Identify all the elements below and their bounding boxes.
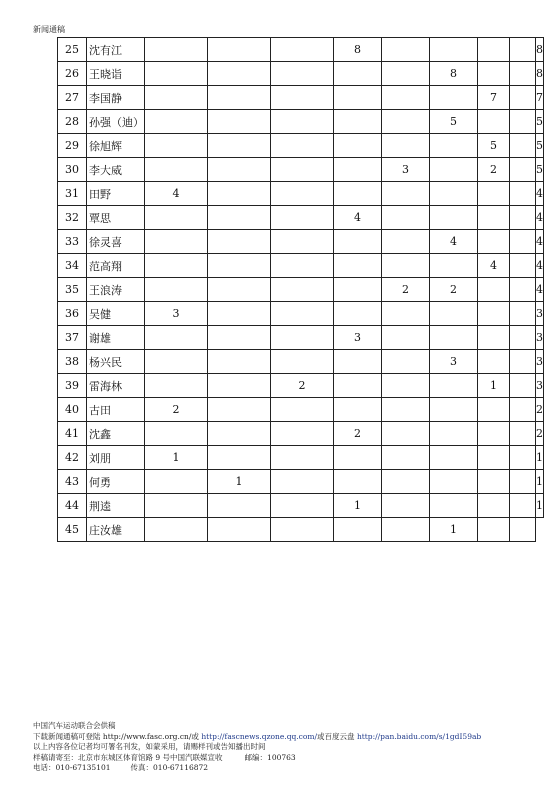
total-points-cell: 5 — [536, 134, 544, 158]
points-cell — [478, 350, 510, 374]
points-cell — [430, 422, 478, 446]
points-cell — [478, 446, 510, 470]
points-cell — [145, 38, 208, 62]
points-cell — [382, 446, 430, 470]
points-cell — [208, 278, 271, 302]
total-points-cell: 1 — [536, 446, 544, 470]
points-cell — [382, 230, 430, 254]
footer-download-line — [33, 732, 481, 743]
rank-cell: 45 — [58, 518, 87, 542]
points-cell — [145, 494, 208, 518]
table-row — [58, 182, 544, 206]
points-cell — [510, 182, 536, 206]
points-cell — [145, 350, 208, 374]
points-cell — [510, 470, 536, 494]
points-cell — [510, 62, 536, 86]
points-cell — [145, 254, 208, 278]
points-cell — [510, 374, 536, 398]
points-cell — [510, 350, 536, 374]
points-standings-table — [57, 37, 544, 542]
rank-cell: 32 — [58, 206, 87, 230]
points-cell — [334, 134, 382, 158]
points-cell — [510, 422, 536, 446]
total-points-cell: 1 — [536, 494, 544, 518]
points-cell — [271, 302, 334, 326]
total-points-cell: 4 — [536, 278, 544, 302]
points-cell — [430, 326, 478, 350]
points-cell: 1 — [478, 374, 510, 398]
rank-cell: 44 — [58, 494, 87, 518]
points-cell — [271, 446, 334, 470]
points-cell — [208, 254, 271, 278]
points-cell — [145, 86, 208, 110]
driver-name-cell: 荆逵 — [87, 494, 145, 518]
points-cell — [208, 206, 271, 230]
points-cell — [510, 278, 536, 302]
points-cell — [478, 398, 510, 422]
points-cell — [430, 470, 478, 494]
driver-name-cell: 雷海林 — [87, 374, 145, 398]
points-cell — [271, 278, 334, 302]
points-cell — [208, 518, 271, 542]
points-cell — [208, 374, 271, 398]
points-cell — [271, 350, 334, 374]
download-prefix: 下载新闻通稿可登陆 — [33, 731, 103, 741]
points-cell — [208, 230, 271, 254]
points-cell — [271, 182, 334, 206]
points-cell: 2 — [430, 278, 478, 302]
points-cell — [145, 278, 208, 302]
table-row — [58, 350, 544, 374]
driver-name-cell: 范高翔 — [87, 254, 145, 278]
points-cell — [208, 446, 271, 470]
table-row — [58, 254, 544, 278]
points-cell — [478, 422, 510, 446]
points-cell: 4 — [430, 230, 478, 254]
points-cell — [510, 254, 536, 278]
points-cell: 2 — [271, 374, 334, 398]
points-cell — [271, 326, 334, 350]
driver-name-cell: 李大威 — [87, 158, 145, 182]
table-row — [58, 398, 544, 422]
total-points-cell: 4 — [536, 182, 544, 206]
points-cell — [271, 470, 334, 494]
points-cell — [145, 62, 208, 86]
points-cell — [382, 182, 430, 206]
points-cell — [145, 374, 208, 398]
points-cell: 2 — [145, 398, 208, 422]
rank-cell: 35 — [58, 278, 87, 302]
points-cell — [510, 158, 536, 182]
rank-cell: 40 — [58, 398, 87, 422]
driver-name-cell: 庄汝雄 — [87, 518, 145, 542]
driver-name-cell: 孙强（迪） — [87, 110, 145, 134]
points-cell — [334, 230, 382, 254]
points-cell — [208, 494, 271, 518]
points-cell: 5 — [478, 134, 510, 158]
points-cell — [334, 62, 382, 86]
points-cell — [334, 374, 382, 398]
points-cell — [382, 206, 430, 230]
points-cell — [334, 470, 382, 494]
table-row — [58, 110, 544, 134]
points-cell: 1 — [334, 494, 382, 518]
driver-name-cell: 吴健 — [87, 302, 145, 326]
points-cell — [334, 518, 382, 542]
points-cell — [271, 398, 334, 422]
points-cell — [271, 38, 334, 62]
points-cell — [271, 62, 334, 86]
points-cell — [145, 470, 208, 494]
driver-name-cell: 古田 — [87, 398, 145, 422]
points-cell — [382, 62, 430, 86]
driver-name-cell: 刘朋 — [87, 446, 145, 470]
points-cell — [510, 446, 536, 470]
points-cell: 1 — [145, 446, 208, 470]
points-cell — [478, 494, 510, 518]
points-cell — [510, 230, 536, 254]
table-row — [58, 518, 544, 542]
driver-name-cell: 何勇 — [87, 470, 145, 494]
footer-org: 中国汽车运动联合会供稿 — [33, 721, 116, 730]
points-cell — [208, 158, 271, 182]
points-cell — [145, 110, 208, 134]
points-cell: 1 — [430, 518, 478, 542]
points-cell: 4 — [145, 182, 208, 206]
points-cell — [145, 206, 208, 230]
points-cell — [334, 158, 382, 182]
rank-cell: 33 — [58, 230, 87, 254]
points-cell: 4 — [478, 254, 510, 278]
points-cell — [382, 86, 430, 110]
points-cell — [271, 230, 334, 254]
total-points-cell: 3 — [536, 350, 544, 374]
total-points-cell: 4 — [536, 206, 544, 230]
rank-cell: 31 — [58, 182, 87, 206]
points-cell — [382, 350, 430, 374]
table-row — [58, 38, 544, 62]
points-cell — [145, 158, 208, 182]
total-points-cell: 4 — [536, 230, 544, 254]
points-cell — [430, 254, 478, 278]
or-text: 或 — [191, 731, 202, 741]
total-points-cell: 7 — [536, 86, 544, 110]
points-cell — [334, 86, 382, 110]
rank-cell: 37 — [58, 326, 87, 350]
points-cell: 5 — [430, 110, 478, 134]
points-cell — [271, 158, 334, 182]
table-row — [58, 326, 544, 350]
points-cell: 8 — [430, 62, 478, 86]
points-cell — [334, 254, 382, 278]
or-baidu-text: 或百度云盘 — [317, 731, 357, 741]
points-cell — [430, 398, 478, 422]
points-cell — [208, 86, 271, 110]
points-cell — [510, 38, 536, 62]
points-cell — [208, 398, 271, 422]
driver-name-cell: 谢雄 — [87, 326, 145, 350]
rank-cell: 28 — [58, 110, 87, 134]
points-cell — [334, 350, 382, 374]
footer-address-line — [33, 753, 481, 764]
points-cell — [478, 278, 510, 302]
table-row — [58, 302, 544, 326]
total-points-cell: 1 — [536, 470, 544, 494]
points-cell — [430, 302, 478, 326]
points-cell — [478, 470, 510, 494]
points-cell — [334, 110, 382, 134]
points-cell — [382, 374, 430, 398]
table-row — [58, 446, 544, 470]
points-cell — [145, 230, 208, 254]
points-cell — [510, 110, 536, 134]
points-cell — [145, 134, 208, 158]
table-row — [58, 230, 544, 254]
points-cell — [478, 326, 510, 350]
link-fasc[interactable]: http://www.fasc.org.cn/ — [102, 731, 192, 741]
points-cell — [430, 38, 478, 62]
rank-cell: 26 — [58, 62, 87, 86]
driver-name-cell: 徐旭辉 — [87, 134, 145, 158]
table-row — [58, 86, 544, 110]
table-row — [58, 158, 544, 182]
points-cell — [430, 182, 478, 206]
points-cell — [510, 326, 536, 350]
table-row — [58, 62, 544, 86]
total-points-cell: 5 — [536, 110, 544, 134]
points-cell — [382, 422, 430, 446]
rank-cell: 29 — [58, 134, 87, 158]
points-cell — [382, 518, 430, 542]
driver-name-cell: 覃思 — [87, 206, 145, 230]
points-cell — [478, 110, 510, 134]
rank-cell: 42 — [58, 446, 87, 470]
points-cell — [478, 182, 510, 206]
driver-name-cell: 杨兴民 — [87, 350, 145, 374]
points-cell — [430, 134, 478, 158]
points-cell — [208, 62, 271, 86]
points-cell: 2 — [478, 158, 510, 182]
points-cell — [271, 518, 334, 542]
points-cell — [334, 398, 382, 422]
total-points-cell: 3 — [536, 326, 544, 350]
points-cell — [430, 158, 478, 182]
points-cell — [510, 86, 536, 110]
points-cell — [478, 518, 510, 542]
points-cell: 3 — [145, 302, 208, 326]
points-cell — [208, 326, 271, 350]
points-cell — [382, 398, 430, 422]
points-cell: 2 — [334, 422, 382, 446]
points-cell: 7 — [478, 86, 510, 110]
driver-name-cell: 王晓诣 — [87, 62, 145, 86]
points-cell — [334, 446, 382, 470]
total-points-cell: 5 — [536, 158, 544, 182]
phone: 电话：010-67135101 — [33, 763, 111, 772]
driver-name-cell: 徐灵喜 — [87, 230, 145, 254]
points-cell — [510, 134, 536, 158]
table-row — [58, 206, 544, 230]
total-points-cell: 4 — [536, 254, 544, 278]
driver-name-cell: 田野 — [87, 182, 145, 206]
points-cell — [510, 398, 536, 422]
rank-cell: 43 — [58, 470, 87, 494]
total-points-cell: 3 — [536, 302, 544, 326]
points-cell — [145, 518, 208, 542]
points-cell — [208, 182, 271, 206]
link-baidu-pan[interactable]: http://pan.baidu.com/s/1gdI59ab — [356, 731, 482, 741]
points-cell — [208, 134, 271, 158]
points-cell: 4 — [334, 206, 382, 230]
points-cell — [430, 86, 478, 110]
driver-name-cell: 沈鑫 — [87, 422, 145, 446]
points-cell — [382, 254, 430, 278]
footer-contact-line — [33, 763, 481, 774]
table-row — [58, 374, 544, 398]
points-cell — [382, 494, 430, 518]
points-cell — [145, 422, 208, 446]
points-cell — [271, 206, 334, 230]
points-cell — [334, 302, 382, 326]
points-cell: 3 — [334, 326, 382, 350]
points-cell — [510, 494, 536, 518]
table-row — [58, 494, 544, 518]
points-cell: 1 — [208, 470, 271, 494]
points-cell — [478, 206, 510, 230]
total-points-cell: 8 — [536, 62, 544, 86]
driver-name-cell: 王浪涛 — [87, 278, 145, 302]
points-cell — [208, 350, 271, 374]
rank-cell: 30 — [58, 158, 87, 182]
points-cell — [430, 374, 478, 398]
rank-cell: 27 — [58, 86, 87, 110]
mail-address: 样稿请寄至：北京市东城区体育馆路 9 号中国汽联媒宣收 — [33, 752, 223, 762]
driver-name-cell: 沈有江 — [87, 38, 145, 62]
document-header: 新闻通稿 — [33, 25, 65, 34]
points-cell — [271, 494, 334, 518]
driver-name-cell: 李国静 — [87, 86, 145, 110]
points-cell: 8 — [334, 38, 382, 62]
rank-cell: 34 — [58, 254, 87, 278]
points-cell — [145, 326, 208, 350]
points-cell — [382, 302, 430, 326]
link-qzone[interactable]: http://fascnews.qzone.qq.com/ — [201, 731, 318, 741]
points-cell — [478, 230, 510, 254]
points-cell — [510, 518, 536, 542]
points-cell — [334, 182, 382, 206]
points-cell — [430, 206, 478, 230]
points-cell — [382, 326, 430, 350]
points-cell — [271, 134, 334, 158]
points-cell — [208, 110, 271, 134]
points-cell — [208, 38, 271, 62]
points-cell — [430, 494, 478, 518]
points-cell — [382, 470, 430, 494]
points-cell — [271, 110, 334, 134]
points-cell — [271, 254, 334, 278]
points-cell — [430, 446, 478, 470]
points-cell — [382, 110, 430, 134]
footer-notice: 以上内容各位记者均可署名刊发，如蒙采用，请赐样刊或告知播出时间 — [33, 742, 266, 751]
total-points-cell: 2 — [536, 398, 544, 422]
table-body — [58, 38, 544, 542]
points-cell — [382, 38, 430, 62]
points-cell — [478, 302, 510, 326]
total-points-cell: 3 — [536, 374, 544, 398]
rank-cell: 39 — [58, 374, 87, 398]
points-cell — [334, 278, 382, 302]
page-footer — [33, 721, 481, 774]
points-cell — [510, 206, 536, 230]
points-cell: 3 — [430, 350, 478, 374]
points-cell — [510, 302, 536, 326]
points-cell — [271, 422, 334, 446]
points-cell — [478, 38, 510, 62]
postcode: 邮编：100763 — [244, 752, 296, 762]
points-cell — [208, 422, 271, 446]
fax: 传真：010-67116872 — [130, 763, 209, 772]
points-cell — [382, 134, 430, 158]
table-row — [58, 470, 544, 494]
total-points-cell: 8 — [536, 38, 544, 62]
table-row — [58, 422, 544, 446]
rank-cell: 38 — [58, 350, 87, 374]
rank-cell: 41 — [58, 422, 87, 446]
rank-cell: 36 — [58, 302, 87, 326]
points-cell: 2 — [382, 278, 430, 302]
table-row — [58, 134, 544, 158]
rank-cell: 25 — [58, 38, 87, 62]
points-cell — [478, 62, 510, 86]
points-cell — [208, 302, 271, 326]
points-cell: 3 — [382, 158, 430, 182]
total-points-cell: 2 — [536, 422, 544, 446]
table-row — [58, 278, 544, 302]
points-cell — [271, 86, 334, 110]
